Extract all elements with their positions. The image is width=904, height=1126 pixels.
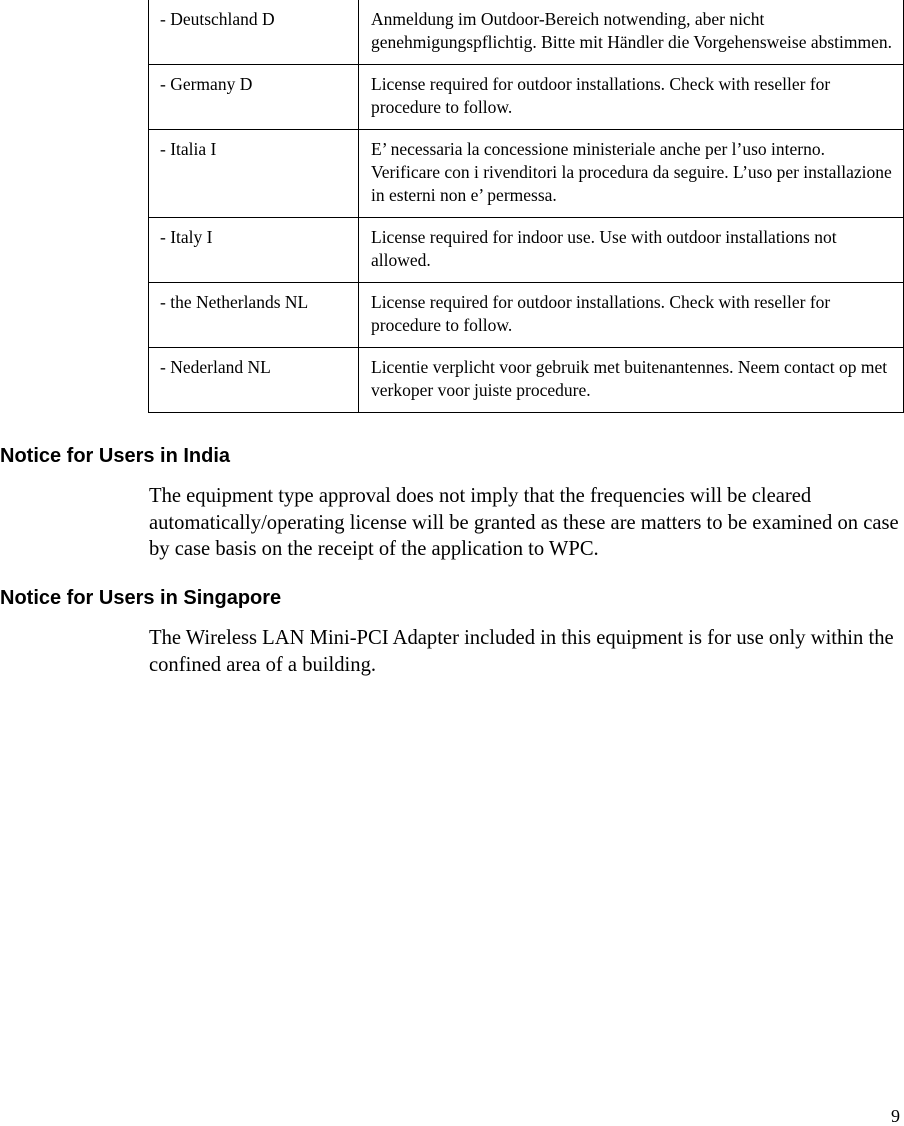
- singapore-notice-body: The Wireless LAN Mini-PCI Adapter included in this equipment is for use only within the confined area of a building.: [149, 627, 894, 676]
- table-row: [149, 218, 904, 283]
- table-row: [149, 0, 904, 65]
- country-cell: - Italy I: [149, 218, 359, 283]
- regulation-note-cell: Licentie verplicht voor gebruik met buitenantennes. Neem contact op met verkoper voor juiste procedure.: [359, 348, 904, 413]
- table-row: [149, 348, 904, 413]
- table-row: [149, 283, 904, 348]
- singapore-notice-heading: Notice for Users in Singapore: [0, 587, 282, 609]
- regulation-note-cell: Anmeldung im Outdoor-Bereich notwending, aber nicht genehmigungspflichtig. Bitte mit Händler die Vorgehensweise abstimmen.: [359, 0, 904, 65]
- regulation-note-cell: E’ necessaria la concessione ministeriale anche per l’uso interno. Verificare con i rivenditori la procedura da seguire. L’uso per installazione in esterni non e’ permessa.: [359, 130, 904, 218]
- country-cell: - Italia I: [149, 130, 359, 218]
- page-number: 9: [891, 1106, 900, 1126]
- india-notice-body: The equipment type approval does not imply that the frequencies will be cleared automatically/operating license will be granted as these are matters to be examined on case by case basis on the receipt of the application to WPC.: [149, 485, 899, 560]
- regulation-note-cell: License required for outdoor installations. Check with reseller for procedure to follow.: [359, 65, 904, 130]
- country-regulation-table: [148, 0, 904, 413]
- regulation-note-cell: License required for outdoor installations. Check with reseller for procedure to follow.: [359, 283, 904, 348]
- country-cell: - Deutschland D: [149, 0, 359, 65]
- country-cell: - Germany D: [149, 65, 359, 130]
- country-cell: - Nederland NL: [149, 348, 359, 413]
- india-notice-heading: Notice for Users in India: [0, 445, 231, 467]
- regulation-note-cell: License required for indoor use. Use with outdoor installations not allowed.: [359, 218, 904, 283]
- table-row: [149, 65, 904, 130]
- country-cell: - the Netherlands NL: [149, 283, 359, 348]
- table-row: [149, 130, 904, 218]
